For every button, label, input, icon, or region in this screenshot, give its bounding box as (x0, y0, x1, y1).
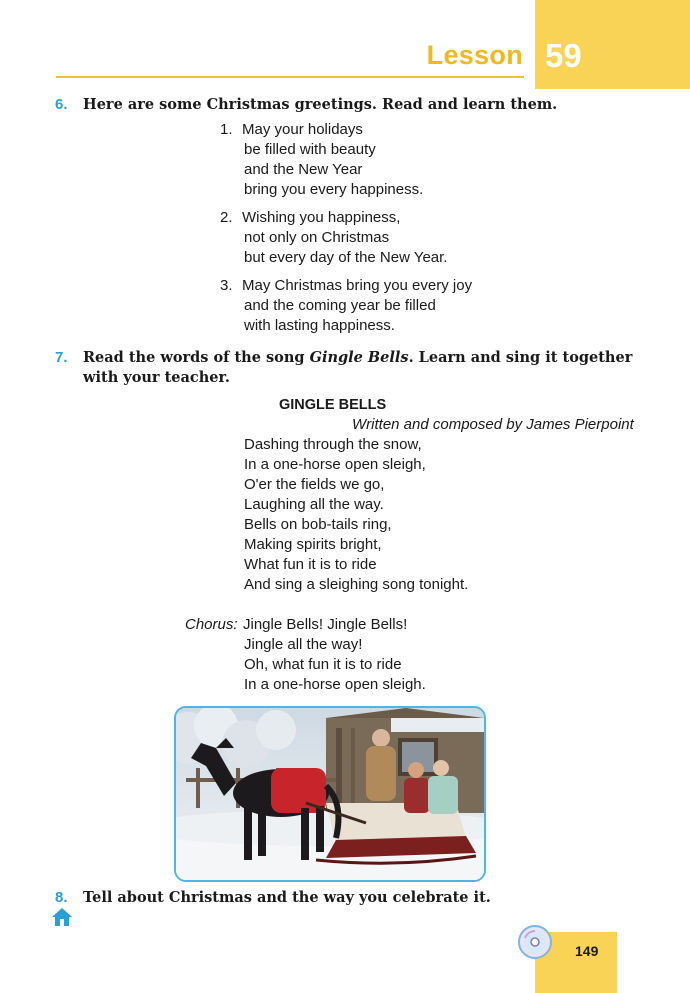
song-title: GINGLE BELLS (279, 397, 387, 413)
greeting-line: bring you every happiness. (244, 181, 424, 198)
song-name: Gingle Bells (309, 349, 409, 366)
page-number: 149 (575, 943, 599, 959)
verse-line: And sing a sleighing song tonight. (244, 576, 469, 593)
verse-line: Making spirits bright, (244, 536, 382, 553)
lesson-label: Lesson (426, 40, 523, 70)
greeting-line: not only on Christmas (244, 229, 390, 246)
task-7-instruction-line2: with your teacher. (83, 369, 230, 386)
chorus-line: Jingle Bells! Jingle Bells! (243, 616, 408, 633)
task-8-number: 8. (55, 889, 68, 906)
sleigh-photo (174, 706, 486, 882)
sleigh-illustration (176, 708, 484, 880)
chorus-line: In a one-horse open sleigh. (244, 676, 426, 693)
lesson-number: 59 (545, 37, 582, 74)
verse-line: Bells on bob-tails ring, (244, 516, 392, 533)
verse-line: What fun it is to ride (244, 556, 377, 573)
header-divider (56, 76, 524, 78)
task-6-number: 6. (55, 96, 68, 113)
greeting-line: but every day of the New Year. (244, 249, 448, 266)
greeting-line: with lasting happiness. (244, 317, 395, 334)
task-7-instruction: Read the words of the song Gingle Bells. Learn and sing it together (83, 349, 633, 366)
home-icon (51, 907, 73, 932)
greeting-line: May Christmas bring you every joy (242, 277, 473, 294)
task-7-number: 7. (55, 349, 68, 366)
greeting-line: and the New Year (244, 161, 363, 178)
chorus-label: Chorus: (185, 616, 238, 633)
verse-line: Laughing all the way. (244, 496, 384, 513)
chorus-line: Jingle all the way! (244, 636, 363, 653)
greeting-line: be filled with beauty (244, 141, 376, 158)
greeting-number: 1. (220, 121, 233, 138)
chorus-line: Oh, what fun it is to ride (244, 656, 402, 673)
task-6-instruction: Here are some Christmas greetings. Read and learn them. (83, 96, 558, 113)
audio-cd-icon[interactable] (517, 924, 553, 965)
greeting-number: 2. (220, 209, 233, 226)
verse-line: Dashing through the snow, (244, 436, 422, 453)
greeting-line: May your holidays (242, 121, 363, 138)
greeting-line: Wishing you happiness, (242, 209, 401, 226)
verse-line: In a one-horse open sleigh, (244, 456, 426, 473)
greeting-number: 3. (220, 277, 233, 294)
task-8-instruction: Tell about Christmas and the way you celebrate it. (83, 889, 491, 906)
verse-line: O'er the fields we go, (244, 476, 385, 493)
greeting-line: and the coming year be filled (244, 297, 436, 314)
song-credit: Written and composed by James Pierpoint (352, 416, 634, 433)
